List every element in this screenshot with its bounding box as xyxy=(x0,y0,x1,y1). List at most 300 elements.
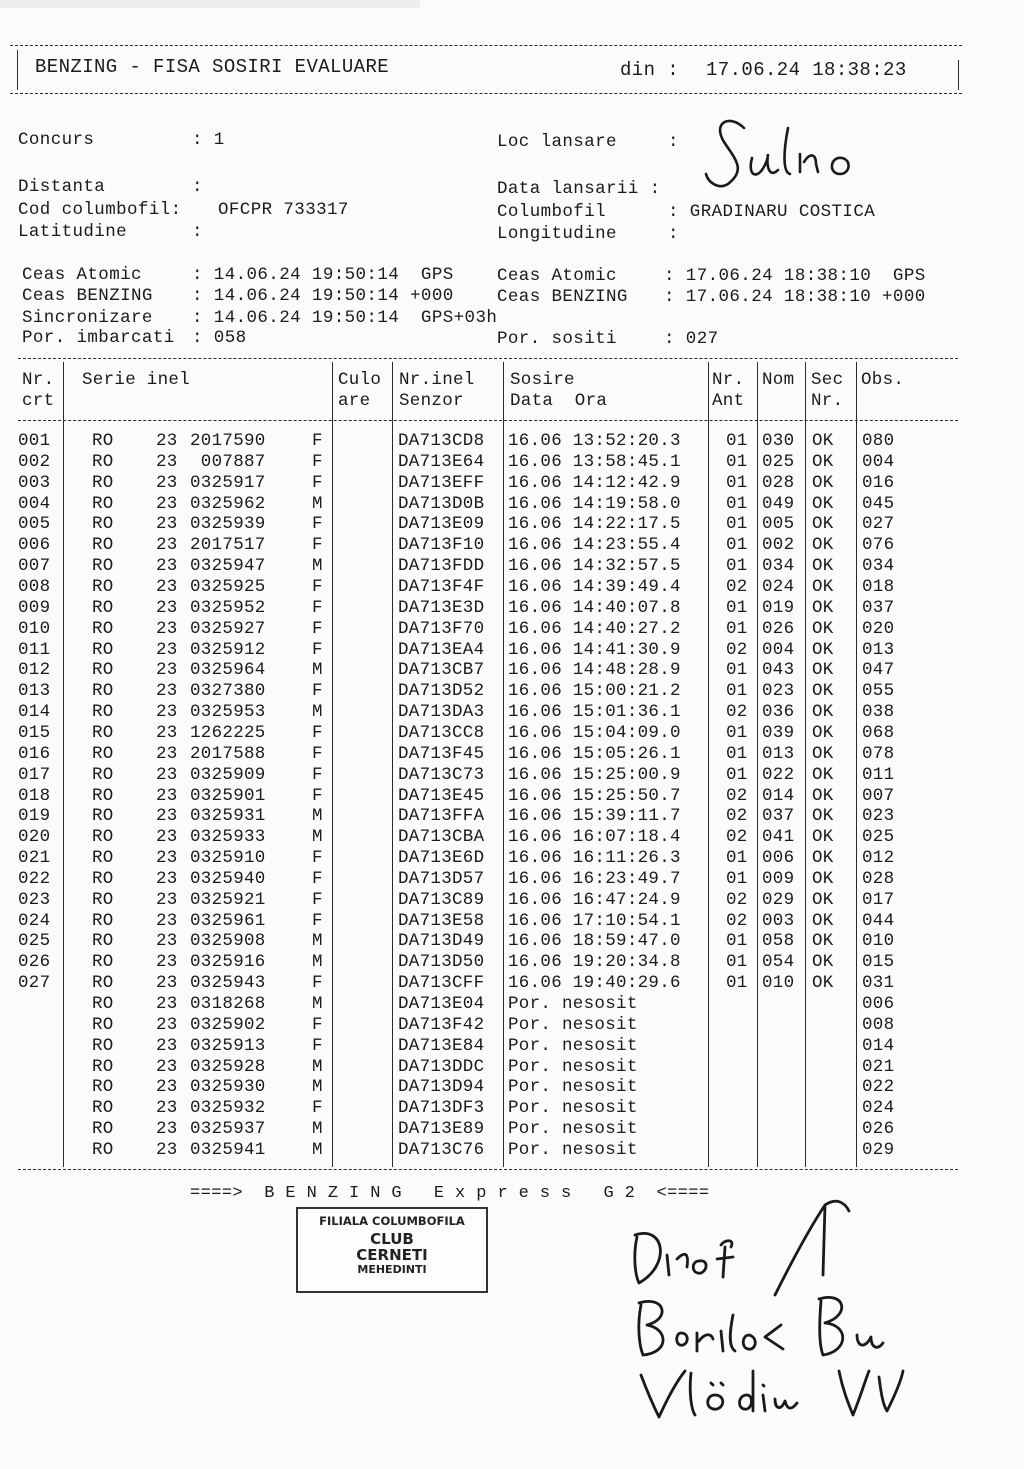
row-sensor: DA713EFF xyxy=(398,472,485,493)
row-arrival: 16.06 14:39:49.4 xyxy=(508,577,681,597)
row-sex: M xyxy=(312,952,323,973)
table-header-sec: Sec xyxy=(811,370,844,390)
row-obs: 022 xyxy=(862,1077,895,1098)
row-ring: 1262225 xyxy=(190,722,266,743)
row-obs: 047 xyxy=(862,660,895,681)
table-header-nrant-line2: Ant xyxy=(712,391,745,411)
row-obs: 021 xyxy=(862,1056,895,1077)
row-ring: 0325931 xyxy=(190,806,266,827)
row-obs: 017 xyxy=(862,889,895,910)
row-year: 23 xyxy=(156,1035,178,1056)
row-arrival: 16.06 15:05:26.1 xyxy=(508,743,681,764)
row-ring: 0325912 xyxy=(190,639,266,660)
clock-right-value-1: : 17.06.24 18:38:10 GPS xyxy=(664,266,926,286)
table-header-nrinel: Nr.inel xyxy=(399,370,475,390)
row-sex: F xyxy=(312,785,323,806)
row-sex: F xyxy=(312,1035,323,1056)
row-sex: F xyxy=(312,514,323,535)
row-ring: 0325937 xyxy=(190,1119,266,1140)
table-header-culoare: Culo xyxy=(338,370,382,390)
row-arrival: 16.06 15:00:21.2 xyxy=(508,681,681,702)
row-arrival: 16.06 16:11:26.3 xyxy=(508,848,681,868)
row-ring: 0325902 xyxy=(190,1014,266,1035)
row-sec: OK xyxy=(812,848,834,868)
row-country: RO xyxy=(92,868,114,889)
row-sensor: DA713FFA xyxy=(398,806,485,827)
row-ring: 0325933 xyxy=(190,827,266,848)
row-country: RO xyxy=(92,931,114,952)
row-year: 23 xyxy=(156,973,178,994)
row-sec: OK xyxy=(812,743,834,764)
row-year: 23 xyxy=(156,431,178,451)
row-obs: 010 xyxy=(862,931,895,952)
row-nom: 002 xyxy=(762,535,795,556)
row-sec: OK xyxy=(812,952,834,973)
table-column-divider xyxy=(503,362,504,1167)
row-sex: F xyxy=(312,1098,323,1119)
table-header-rule xyxy=(18,420,958,421)
row-arrival: 16.06 16:07:18.4 xyxy=(508,827,681,848)
table-header-culoare-line2: are xyxy=(338,391,371,411)
clock-left-label-2: Ceas BENZING xyxy=(22,286,175,306)
row-sex: M xyxy=(312,660,323,681)
row-antenna: 02 xyxy=(726,785,748,806)
row-ring: 0325952 xyxy=(190,597,266,618)
row-sec: OK xyxy=(812,868,834,889)
row-year: 23 xyxy=(156,618,178,639)
row-ring: 0325943 xyxy=(190,973,266,994)
row-year: 23 xyxy=(156,1119,178,1140)
row-nr: 014 xyxy=(18,702,51,722)
row-nr: 017 xyxy=(18,764,51,785)
row-sex: M xyxy=(312,556,323,577)
row-nom: 025 xyxy=(762,451,795,472)
row-sensor: DA713F70 xyxy=(398,618,485,639)
row-sec: OK xyxy=(812,910,834,931)
table-header-obs: Obs. xyxy=(861,370,905,390)
report-title: BENZING - FISA SOSIRI EVALUARE xyxy=(35,56,390,78)
row-year: 23 xyxy=(156,722,178,743)
row-year: 23 xyxy=(156,1077,178,1098)
row-obs: 025 xyxy=(862,827,895,848)
row-ring: 0325930 xyxy=(190,1077,266,1098)
row-nom: 054 xyxy=(762,952,795,973)
row-sensor: DA713CB7 xyxy=(398,660,485,681)
data-lansarii-label: Data lansarii : xyxy=(497,179,661,199)
row-sec: OK xyxy=(812,681,834,702)
row-nr: 016 xyxy=(18,743,51,764)
row-ring: 0325917 xyxy=(190,472,266,493)
concurs-value: : 1 xyxy=(192,130,225,150)
row-nom: 036 xyxy=(762,702,795,722)
row-year: 23 xyxy=(156,827,178,848)
row-antenna: 01 xyxy=(726,973,748,994)
row-country: RO xyxy=(92,952,114,973)
row-country: RO xyxy=(92,1014,114,1035)
row-sex: F xyxy=(312,722,323,743)
row-obs: 080 xyxy=(862,431,895,451)
row-antenna: 01 xyxy=(726,660,748,681)
row-arrival: Por. nesosit xyxy=(508,1119,638,1140)
row-antenna: 02 xyxy=(726,806,748,827)
row-nom: 010 xyxy=(762,973,795,994)
table-column-divider xyxy=(392,362,393,1167)
clock-left-value-4: : 058 xyxy=(192,328,247,348)
row-country: RO xyxy=(92,1098,114,1119)
row-antenna: 02 xyxy=(726,827,748,848)
row-nom: 041 xyxy=(762,827,795,848)
row-sec: OK xyxy=(812,973,834,994)
row-sec: OK xyxy=(812,702,834,722)
row-nom: 004 xyxy=(762,639,795,660)
row-sec: OK xyxy=(812,785,834,806)
table-column-divider xyxy=(63,362,64,1167)
loc-lansare-colon: : xyxy=(668,132,679,152)
row-ring: 0325921 xyxy=(190,889,266,910)
row-country: RO xyxy=(92,785,114,806)
row-sex: F xyxy=(312,889,323,910)
row-nr: 021 xyxy=(18,848,51,868)
row-country: RO xyxy=(92,577,114,597)
row-sensor: DA713C89 xyxy=(398,889,485,910)
row-obs: 007 xyxy=(862,785,895,806)
row-nr: 026 xyxy=(18,952,51,973)
row-antenna: 01 xyxy=(726,848,748,868)
row-nom: 028 xyxy=(762,472,795,493)
row-sec: OK xyxy=(812,514,834,535)
row-nom: 037 xyxy=(762,806,795,827)
row-sex: M xyxy=(312,931,323,952)
row-nr: 015 xyxy=(18,722,51,743)
row-arrival: 16.06 15:01:36.1 xyxy=(508,702,681,722)
row-nr: 013 xyxy=(18,681,51,702)
row-country: RO xyxy=(92,910,114,931)
row-country: RO xyxy=(92,743,114,764)
row-antenna: 01 xyxy=(726,743,748,764)
row-sec: OK xyxy=(812,806,834,827)
row-sex: F xyxy=(312,431,323,451)
row-sex: F xyxy=(312,535,323,556)
row-sec: OK xyxy=(812,577,834,597)
row-year: 23 xyxy=(156,952,178,973)
clock-left-label-1: Ceas Atomic xyxy=(22,265,175,285)
row-nr: 005 xyxy=(18,514,51,535)
row-sex: F xyxy=(312,451,323,472)
row-year: 23 xyxy=(156,681,178,702)
row-ring: 0325947 xyxy=(190,556,266,577)
row-sex: F xyxy=(312,472,323,493)
row-nr: 024 xyxy=(18,910,51,931)
row-obs: 078 xyxy=(862,743,895,764)
row-sensor: DA713DA3 xyxy=(398,702,485,722)
row-nr: 011 xyxy=(18,639,51,660)
row-ring: 0325901 xyxy=(190,785,266,806)
row-sex: F xyxy=(312,973,323,994)
row-obs: 004 xyxy=(862,451,895,472)
row-nr: 025 xyxy=(18,931,51,952)
row-arrival: Por. nesosit xyxy=(508,1077,638,1098)
row-nom: 019 xyxy=(762,597,795,618)
row-obs: 026 xyxy=(862,1119,895,1140)
row-sex: F xyxy=(312,681,323,702)
row-year: 23 xyxy=(156,889,178,910)
row-ring: 0325964 xyxy=(190,660,266,681)
row-arrival: 16.06 14:48:28.9 xyxy=(508,660,681,681)
row-year: 23 xyxy=(156,514,178,535)
row-arrival: 16.06 14:12:42.9 xyxy=(508,472,681,493)
row-nr: 022 xyxy=(18,868,51,889)
row-year: 23 xyxy=(156,931,178,952)
row-country: RO xyxy=(92,994,114,1014)
row-ring: 0325913 xyxy=(190,1035,266,1056)
row-year: 23 xyxy=(156,597,178,618)
row-country: RO xyxy=(92,806,114,827)
row-arrival: 16.06 14:40:07.8 xyxy=(508,597,681,618)
row-sec: OK xyxy=(812,889,834,910)
row-ring: 0325910 xyxy=(190,848,266,868)
row-ring: 0325962 xyxy=(190,493,266,514)
row-ring: 0325932 xyxy=(190,1098,266,1119)
row-sensor: DA713E64 xyxy=(398,451,485,472)
row-obs: 023 xyxy=(862,806,895,827)
row-nr: 020 xyxy=(18,827,51,848)
row-antenna: 01 xyxy=(726,681,748,702)
row-sec: OK xyxy=(812,493,834,514)
table-header-nrinel-line2: Senzor xyxy=(399,391,464,411)
longitudine-label: Longitudine xyxy=(497,224,617,244)
table-header-nrant: Nr. xyxy=(712,370,745,390)
row-antenna: 01 xyxy=(726,618,748,639)
row-arrival: 16.06 14:22:17.5 xyxy=(508,514,681,535)
table-header-nom: Nom xyxy=(762,370,795,390)
row-sec: OK xyxy=(812,764,834,785)
row-antenna: 01 xyxy=(726,722,748,743)
row-year: 23 xyxy=(156,493,178,514)
report-date-value: 17.06.24 18:38:23 xyxy=(706,59,907,81)
row-nom: 039 xyxy=(762,722,795,743)
row-antenna: 01 xyxy=(726,868,748,889)
row-nom: 043 xyxy=(762,660,795,681)
row-nr: 006 xyxy=(18,535,51,556)
row-country: RO xyxy=(92,889,114,910)
row-nr: 027 xyxy=(18,973,51,994)
row-year: 23 xyxy=(156,806,178,827)
row-country: RO xyxy=(92,514,114,535)
row-ring: 0325909 xyxy=(190,764,266,785)
row-obs: 045 xyxy=(862,493,895,514)
row-obs: 038 xyxy=(862,702,895,722)
row-sensor: DA713D94 xyxy=(398,1077,485,1098)
row-country: RO xyxy=(92,535,114,556)
row-sensor: DA713D49 xyxy=(398,931,485,952)
clock-right-value-4: : 027 xyxy=(664,329,719,349)
row-ring: 0325928 xyxy=(190,1056,266,1077)
row-arrival: 16.06 17:10:54.1 xyxy=(508,910,681,931)
distanta-label: Distanta xyxy=(18,177,106,197)
row-country: RO xyxy=(92,556,114,577)
row-sex: M xyxy=(312,806,323,827)
row-country: RO xyxy=(92,827,114,848)
row-country: RO xyxy=(92,597,114,618)
row-sex: M xyxy=(312,827,323,848)
row-nr: 023 xyxy=(18,889,51,910)
row-nom: 034 xyxy=(762,556,795,577)
row-sensor: DA713D0B xyxy=(398,493,485,514)
row-arrival: 16.06 19:20:34.8 xyxy=(508,952,681,973)
row-obs: 014 xyxy=(862,1035,895,1056)
row-nr: 018 xyxy=(18,785,51,806)
row-sec: OK xyxy=(812,931,834,952)
row-nr: 008 xyxy=(18,577,51,597)
row-sex: F xyxy=(312,743,323,764)
clock-left-value-3: : 14.06.24 19:50:14 GPS+03h xyxy=(192,308,498,328)
row-country: RO xyxy=(92,1035,114,1056)
row-sex: F xyxy=(312,910,323,931)
stamp-line-1: FILIALA COLUMBOFILA xyxy=(319,1214,465,1228)
row-obs: 068 xyxy=(862,722,895,743)
row-nom: 026 xyxy=(762,618,795,639)
stamp-line-3: CERNETI xyxy=(356,1246,428,1264)
handwritten-signatures xyxy=(625,1195,965,1425)
row-sensor: DA713C73 xyxy=(398,764,485,785)
row-arrival: Por. nesosit xyxy=(508,1056,638,1077)
table-top-rule xyxy=(18,358,958,359)
table-header-sec-line2: Nr. xyxy=(811,391,844,411)
cod-columbofil-label: Cod columbofil: xyxy=(18,200,182,220)
row-nom: 006 xyxy=(762,848,795,868)
row-sex: F xyxy=(312,764,323,785)
row-nr: 019 xyxy=(18,806,51,827)
row-nr: 009 xyxy=(18,597,51,618)
stamp-line-2: CLUB xyxy=(370,1230,414,1248)
row-ring: 0325927 xyxy=(190,618,266,639)
row-arrival: 16.06 14:23:55.4 xyxy=(508,535,681,556)
row-year: 23 xyxy=(156,472,178,493)
row-antenna: 01 xyxy=(726,597,748,618)
row-country: RO xyxy=(92,722,114,743)
row-obs: 012 xyxy=(862,848,895,868)
row-antenna: 01 xyxy=(726,514,748,535)
row-year: 23 xyxy=(156,702,178,722)
row-sensor: DA713E3D xyxy=(398,597,485,618)
row-antenna: 02 xyxy=(726,889,748,910)
table-column-divider xyxy=(856,362,857,1167)
latitudine-value: : xyxy=(192,222,203,242)
row-sec: OK xyxy=(812,431,834,451)
row-country: RO xyxy=(92,848,114,868)
row-sensor: DA713D52 xyxy=(398,681,485,702)
longitudine-value: : xyxy=(668,224,679,244)
row-country: RO xyxy=(92,1139,114,1160)
row-antenna: 01 xyxy=(726,535,748,556)
table-header-sosire-line2: Data Ora xyxy=(510,391,608,411)
row-ring: 2017517 xyxy=(190,535,266,556)
row-sec: OK xyxy=(812,556,834,577)
table-column-divider xyxy=(757,362,758,1167)
row-sex: F xyxy=(312,848,323,868)
row-country: RO xyxy=(92,1119,114,1140)
table-header-nr-line2: crt xyxy=(22,391,55,411)
row-country: RO xyxy=(92,681,114,702)
row-arrival: Por. nesosit xyxy=(508,1098,638,1119)
row-arrival: 16.06 14:19:58.0 xyxy=(508,493,681,514)
row-sec: OK xyxy=(812,472,834,493)
row-nom: 058 xyxy=(762,931,795,952)
row-sec: OK xyxy=(812,618,834,639)
row-nr: 002 xyxy=(18,451,51,472)
table-bottom-rule xyxy=(18,1169,958,1170)
row-nr: 003 xyxy=(18,472,51,493)
row-nr: 007 xyxy=(18,556,51,577)
concurs-label: Concurs xyxy=(18,130,95,150)
row-ring: 007887 xyxy=(190,451,266,472)
row-obs: 031 xyxy=(862,973,895,994)
row-arrival: 16.06 13:52:20.3 xyxy=(508,431,681,451)
row-sex: F xyxy=(312,597,323,618)
row-year: 23 xyxy=(156,994,178,1014)
row-country: RO xyxy=(92,618,114,639)
table-column-divider xyxy=(708,362,709,1167)
row-country: RO xyxy=(92,493,114,514)
row-sensor: DA713D50 xyxy=(398,952,485,973)
row-nom: 009 xyxy=(762,868,795,889)
row-ring: 0325961 xyxy=(190,910,266,931)
row-ring: 0325916 xyxy=(190,952,266,973)
row-arrival: Por. nesosit xyxy=(508,994,638,1014)
row-nom: 003 xyxy=(762,910,795,931)
row-sensor: DA713F4F xyxy=(398,577,485,597)
row-arrival: 16.06 14:40:27.2 xyxy=(508,618,681,639)
row-nom: 014 xyxy=(762,785,795,806)
footer-brand: ====> B E N Z I N G E x p r e s s G 2 <==== xyxy=(190,1184,710,1203)
row-sec: OK xyxy=(812,722,834,743)
row-sensor: DA713F42 xyxy=(398,1014,485,1035)
clock-right-value-2: : 17.06.24 18:38:10 +000 xyxy=(664,287,926,307)
row-sex: M xyxy=(312,994,323,1014)
row-year: 23 xyxy=(156,535,178,556)
row-sex: M xyxy=(312,1119,323,1140)
row-obs: 006 xyxy=(862,994,895,1014)
row-year: 23 xyxy=(156,764,178,785)
row-obs: 020 xyxy=(862,618,895,639)
row-obs: 013 xyxy=(862,639,895,660)
cod-columbofil-value: OFCPR 733317 xyxy=(218,200,349,220)
row-ring: 0325908 xyxy=(190,931,266,952)
row-nom: 005 xyxy=(762,514,795,535)
clock-left-value-2: : 14.06.24 19:50:14 +000 xyxy=(192,286,454,306)
row-obs: 027 xyxy=(862,514,895,535)
row-arrival: Por. nesosit xyxy=(508,1035,638,1056)
stamp-line-4: MEHEDINTI xyxy=(357,1263,427,1276)
row-arrival: 16.06 15:39:11.7 xyxy=(508,806,681,827)
row-arrival: 16.06 15:04:09.0 xyxy=(508,722,681,743)
row-sensor: DA713E89 xyxy=(398,1119,485,1140)
row-nom: 023 xyxy=(762,681,795,702)
row-sensor: DA713EA4 xyxy=(398,639,485,660)
row-obs: 028 xyxy=(862,868,895,889)
distanta-value: : xyxy=(192,177,203,197)
row-sec: OK xyxy=(812,639,834,660)
row-sec: OK xyxy=(812,597,834,618)
row-sensor: DA713E04 xyxy=(398,994,485,1014)
row-sex: F xyxy=(312,868,323,889)
row-nom: 013 xyxy=(762,743,795,764)
row-ring: 0325941 xyxy=(190,1139,266,1160)
row-antenna: 01 xyxy=(726,472,748,493)
row-ring: 0318268 xyxy=(190,994,266,1014)
row-year: 23 xyxy=(156,660,178,681)
row-antenna: 01 xyxy=(726,431,748,451)
